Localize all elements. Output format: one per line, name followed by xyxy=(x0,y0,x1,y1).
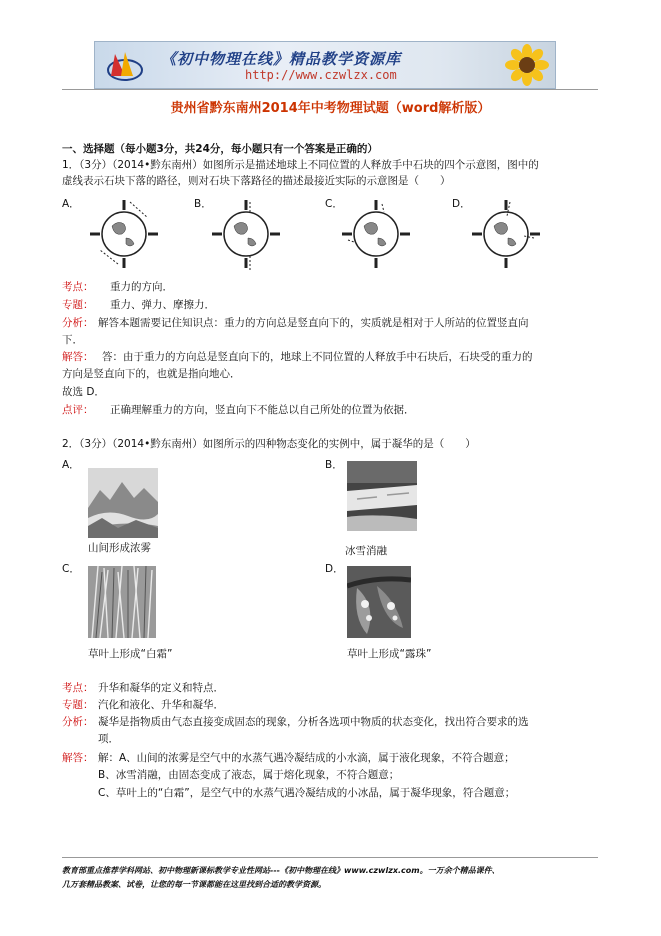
q2-option-c-label: C． xyxy=(62,563,80,575)
q2-zhuanti-label: 专题： xyxy=(62,699,94,711)
q2-option-d-photo xyxy=(347,566,411,638)
q1-fenxi-text-2: 下． xyxy=(62,334,83,346)
q1-kaodian-label: 考点： xyxy=(62,281,94,293)
header-rule xyxy=(62,89,598,90)
q1-zhuanti-label: 专题： xyxy=(62,299,94,311)
q1-option-c-label: C． xyxy=(325,198,343,210)
q1-jieda-text-3: 故选 D． xyxy=(62,386,105,398)
q2-jieda-text-2: B、冰雪消融，由固态变成了液态，属于熔化现象，不符合题意； xyxy=(98,769,400,781)
q2-jieda-text-3: C、草叶上的“白霜”，是空气中的水蒸气遇冷凝结成的小冰晶，属于凝华现象，符合题意； xyxy=(98,787,516,799)
page-footer xyxy=(62,864,602,892)
q2-stem: 2．（3分）（2014•黔东南州）如图所示的四种物态变化的实例中，属于凝华的是（ ） xyxy=(62,438,476,450)
banner-url[interactable]: http://www.czwlzx.com xyxy=(245,68,397,82)
header-banner xyxy=(94,41,556,89)
q1-stem-line2: 虚线表示石块下落的路径，则对石块下落路径的描述最接近实际的示意图是（ ） xyxy=(62,175,451,187)
q1-option-a-label: A． xyxy=(62,198,80,210)
document-title: 贵州省黔东南州2014年中考物理试题（word解析版） xyxy=(170,101,491,116)
q2-fenxi-text-1: 凝华是指物质由气态直接变成固态的现象，分析各选项中物质的状态变化，找出符合要求的选 xyxy=(98,716,529,728)
site-logo-icon xyxy=(103,46,143,84)
q2-option-a-photo xyxy=(88,468,158,538)
q1-option-b-diagram xyxy=(210,196,282,272)
q1-option-d-diagram xyxy=(470,196,542,272)
q1-jieda-text-2: 方向是竖直向下的，也就是指向地心． xyxy=(62,368,241,380)
q2-jieda-text-1: 解：A、山间的浓雾是空气中的水蒸气遇冷凝结成的小水滴，属于液化现象，不符合题意； xyxy=(98,752,515,764)
q1-option-a-diagram xyxy=(88,196,160,272)
q1-fenxi-text-1: 解答本题需要记住知识点：重力的方向总是竖直向下的，实质就是相对于人所站的位置竖直向 xyxy=(98,317,529,329)
q1-option-d-label: D． xyxy=(452,198,471,210)
q2-option-b-caption: 冰雪消融 xyxy=(345,545,387,557)
q1-zhuanti-text: 重力、弹力、摩擦力． xyxy=(110,299,215,311)
q2-option-d-label: D． xyxy=(325,563,344,575)
q1-option-b-label: B． xyxy=(194,198,212,210)
q1-fenxi-label: 分析： xyxy=(62,317,94,329)
q2-option-c-photo xyxy=(88,566,156,638)
q1-dianping-label: 点评： xyxy=(62,404,94,416)
section-heading: 一、选择题（每小题3分，共24分，每小题只有一个答案是正确的） xyxy=(62,143,378,155)
q1-dianping-text: 正确理解重力的方向，竖直向下不能总以自己所处的位置为依据． xyxy=(110,404,415,416)
sunflower-icon xyxy=(497,44,551,86)
q2-jieda-label: 解答： xyxy=(62,752,94,764)
footer-rule xyxy=(62,857,598,858)
q1-jieda-text-1: 答：由于重力的方向总是竖直向下的，地球上不同位置的人释放手中石块后，石块受的重力的 xyxy=(102,351,533,363)
q2-option-b-photo xyxy=(347,461,417,531)
q2-option-c-caption: 草叶上形成“白霜” xyxy=(88,648,173,660)
q2-fenxi-text-2: 项． xyxy=(98,733,119,745)
q1-stem-line1: 1．（3分）（2014•黔东南州）如图所示是描述地球上不同位置的人释放手中石块的四个示意图，图中的 xyxy=(62,159,539,171)
q2-kaodian-label: 考点： xyxy=(62,682,94,694)
q2-option-b-label: B． xyxy=(325,459,343,471)
footer-line-2: 几万套精品教案、试卷，让您的每一节课都能在这里找到合适的教学资源。 xyxy=(62,880,326,889)
q1-kaodian-text: 重力的方向． xyxy=(110,281,173,293)
q2-fenxi-label: 分析： xyxy=(62,716,94,728)
q2-option-a-label: A． xyxy=(62,459,80,471)
q1-jieda-label: 解答： xyxy=(62,351,94,363)
q2-option-d-caption: 草叶上形成“露珠” xyxy=(347,648,432,660)
q2-option-a-caption: 山间形成浓雾 xyxy=(88,542,151,554)
banner-title: 《初中物理在线》精品教学资源库 xyxy=(161,50,402,68)
q1-option-c-diagram xyxy=(340,196,412,272)
q2-zhuanti-text: 汽化和液化、升华和凝华． xyxy=(98,699,224,711)
q2-kaodian-text: 升华和凝华的定义和特点． xyxy=(98,682,224,694)
footer-line-1: 教育部重点推荐学科网站、初中物理新课标教学专业性网站---《初中物理在线》www.czwlzx.com。一万余个精品课件、 xyxy=(62,866,500,875)
